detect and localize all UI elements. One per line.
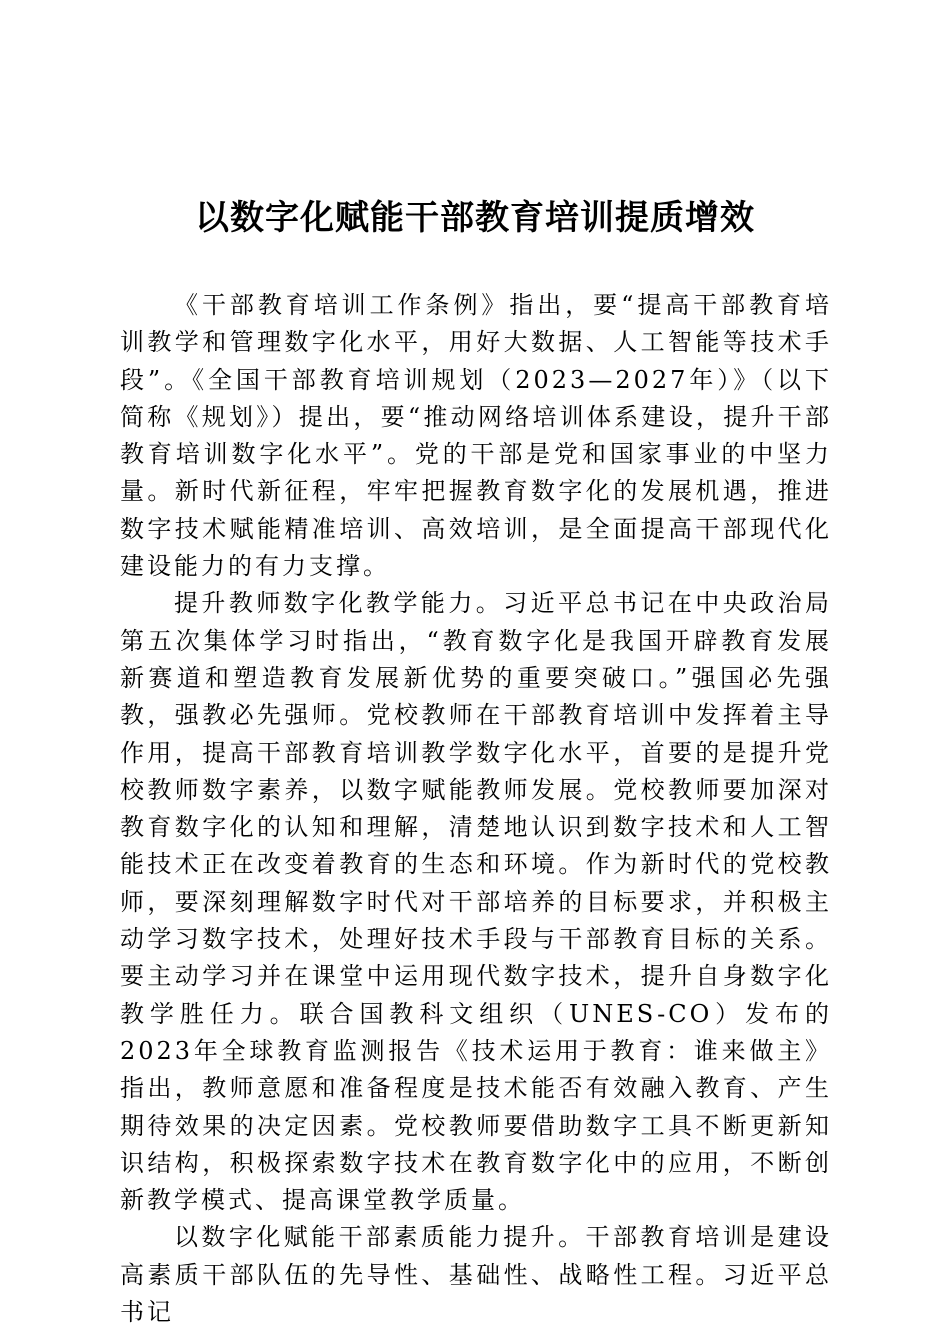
body-paragraph-intro: 《干部教育培训工作条例》指出，要“提高干部教育培训教学和管理数字化水平，用好大数据、人工智能等技术手段”。《全国干部教育培训规划（2023—2027年）》（以下简称《规划》）提出，要“推动网络培训体系建设，提升干部教育培训数字化水平”。党的干部是党和国家事业的中坚力量。新时代新征程，牢牢把握教育数字化的发展机遇，推进数字技术赋能精准培训、高效培训，是全面提高干部现代化建设能力的有力支撑。 (120, 291, 832, 581)
document-body (120, 287, 832, 1331)
body-paragraph-cadre-ability: 以数字化赋能干部素质能力提升。干部教育培训是建设高素质干部队伍的先导性、基础性、战略性工程。习近平总书记 (120, 1223, 832, 1327)
document-title: 以数字化赋能干部教育培训提质增效 (195, 198, 755, 238)
body-paragraph-teacher-digital-ability: 提升教师数字化教学能力。习近平总书记在中央政治局第五次集体学习时指出，“教育数字化是我国开辟教育发展新赛道和塑造教育发展新优势的重要突破口。”强国必先强教，强教必先强师。党校教师在干部教育培训中发挥着主导作用，提高干部教育培训教学数字化水平，首要的是提升党校教师数字素养，以数字赋能教师发展。党校教师要加深对教育数字化的认知和理解，清楚地认识到数字技术和人工智能技术正在改变着教育的生态和环境。作为新时代的党校教师，要深刻理解数字时代对干部培养的目标要求，并积极主动学习数字技术，处理好技术手段与干部教育目标的关系。要主动学习并在课堂中运用现代数字技术，提升自身数字化教学胜任力。联合国教科文组织（UNES-CO）发布的2023年全球教育监测报告《技术运用于教育：谁来做主》指出，教师意愿和准备程度是技术能否有效融入教育、产生期待效果的决定因素。党校教师要借助数字工具不断更新知识结构，积极探索数字技术在教育数字化中的应用，不断创新教学模式、提高课堂教学质量。 (120, 589, 832, 1215)
